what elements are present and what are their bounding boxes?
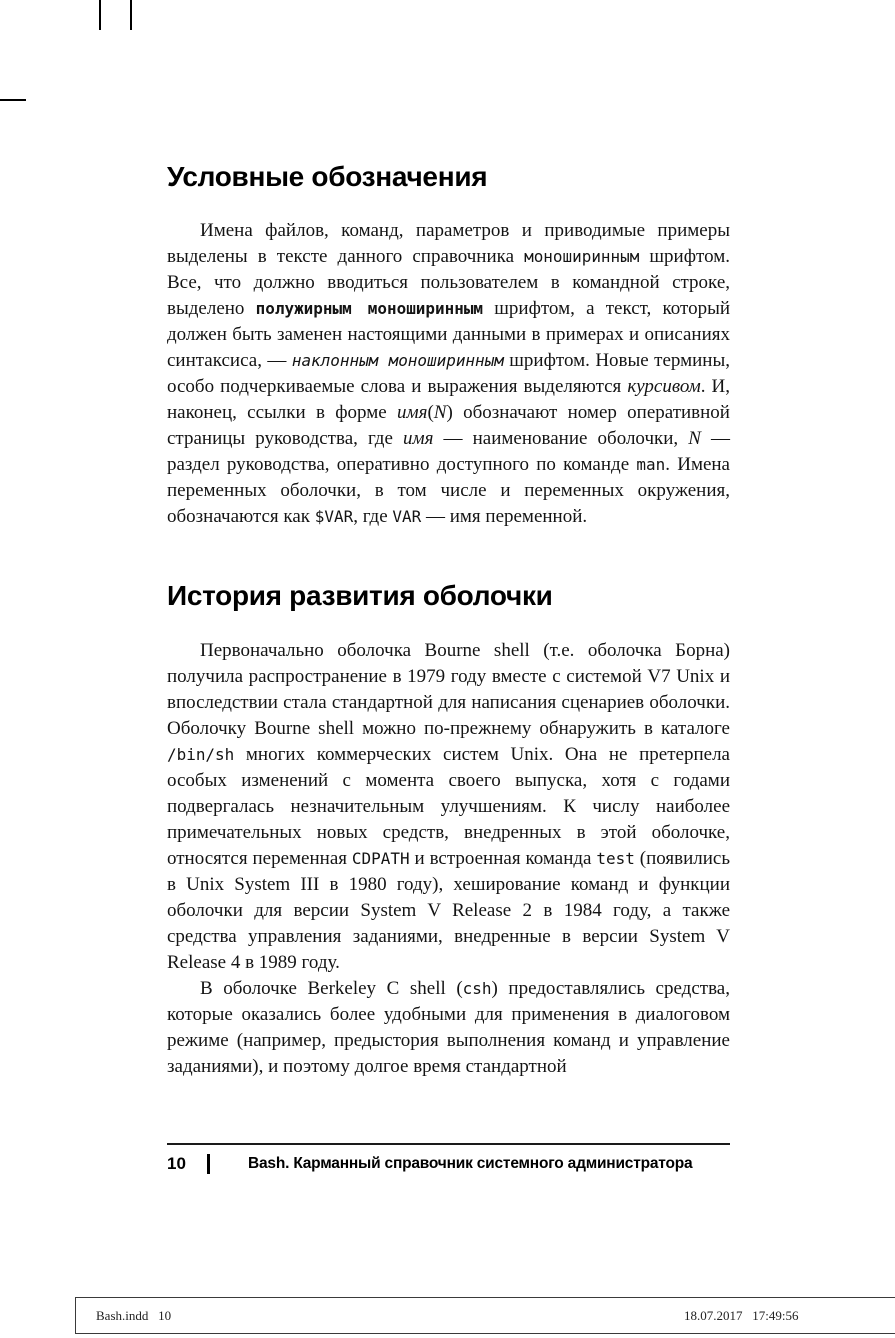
text-run: полужирным моноширинным [255, 299, 484, 319]
text-run: ( [427, 402, 434, 424]
text-run: имя [403, 428, 434, 450]
text-run: . И, наконец, ссылки в форме [167, 376, 730, 424]
paragraph-conventions [167, 218, 730, 530]
footer-divider-bar [207, 1154, 210, 1174]
paragraph-shell-history-1 [167, 638, 730, 976]
crop-mark-vertical-2 [130, 0, 132, 30]
section-heading-conventions: Условные обозначения [167, 161, 488, 192]
footer-row [167, 1154, 730, 1174]
print-file-name: Bash.indd 10 [96, 1308, 172, 1323]
text-run: многих коммерческих систем Unix. Она не претерпела особых изменений с момента своего выпуска, хотя с годами подвергалась незначительным улучшениям. К числу наиболее примечательных новых средств, внедренных в этой оболочке, относятся переменная [167, 743, 730, 869]
text-run: наклонным моноширинным [291, 351, 504, 371]
text-run: CDPATH [351, 848, 410, 868]
text-run: N [433, 402, 447, 424]
text-run: и встроенная команда [409, 847, 597, 869]
text-run: test [596, 848, 635, 868]
text-run: шрифтом. Все, что должно вводиться пользователем в командной строке, выделено [167, 246, 731, 320]
crop-mark-vertical-1 [99, 0, 101, 30]
text-run: man [636, 455, 666, 475]
running-footer [167, 1143, 730, 1174]
page-content [167, 161, 730, 1080]
text-run: $VAR [314, 507, 354, 527]
text-run: шрифтом, а текст, который должен быть заменен настоящими данными в примерах и описаниях синтаксиса, — [167, 298, 731, 372]
section-heading-shell-history: История развития оболочки [167, 580, 553, 612]
text-run: Первоначально оболочка Bourne shell (т.е. оболочка Борна) получила распространение в 1979 году вместе с системой V7 Unix и впоследствии стала стандартной для написания сценариев оболочки. Оболочку Bourne shell можно по-прежнему обнаружить в каталоге [167, 639, 730, 739]
text-run: VAR [392, 507, 422, 527]
text-run: имя [396, 402, 428, 424]
text-run: csh [462, 978, 492, 998]
crop-mark-horizontal [0, 99, 26, 101]
text-run: — наименование оболочки, [433, 428, 689, 450]
footer-book-title: Bash. Карманный справочник системного администратора [248, 1155, 693, 1172]
print-slug-box [75, 1297, 895, 1334]
text-run: /bin/sh [167, 744, 235, 764]
text-run: шрифтом. Новые термины, особо подчеркиваемые слова и выражения выделяются [167, 350, 730, 398]
paragraph-shell-history-2 [167, 976, 730, 1080]
text-run: курсивом [627, 376, 701, 398]
text-run: . Имена переменных оболочки, в том числе и переменных окружения, обозначаются как [167, 454, 730, 528]
text-run: N [688, 428, 701, 450]
text-run: — имя переменной. [421, 506, 588, 528]
text-run: В оболочке Berkeley C shell ( [200, 977, 463, 999]
text-run: — раздел руководства, оперативно доступного по команде [167, 428, 731, 476]
print-datetime: 18.07.2017 17:49:56 [684, 1308, 799, 1323]
text-run: ) предоставлялись средства, которые оказались более удобными для применения в диалоговом режиме (например, предыстория выполнения команд и управление заданиями), и поэтому долгое время стандартной [167, 977, 730, 1077]
text-run: , где [353, 506, 393, 528]
page-number: 10 [167, 1154, 186, 1173]
text-run: моноширинным [524, 247, 640, 267]
text-run: (появились в Unix System III в 1980 году), хеширование команд и функции оболочки для версии System V Release 2 в 1984 году, а также средства управления заданиями, внедренные в версии System V Release 4 в 1989 году. [167, 847, 731, 973]
text-run: Имена файлов, команд, параметров и приводимые примеры выделены в тексте данного справочника [167, 220, 730, 268]
text-run: ) обозначают номер оперативной страницы руководства, где [167, 402, 730, 450]
